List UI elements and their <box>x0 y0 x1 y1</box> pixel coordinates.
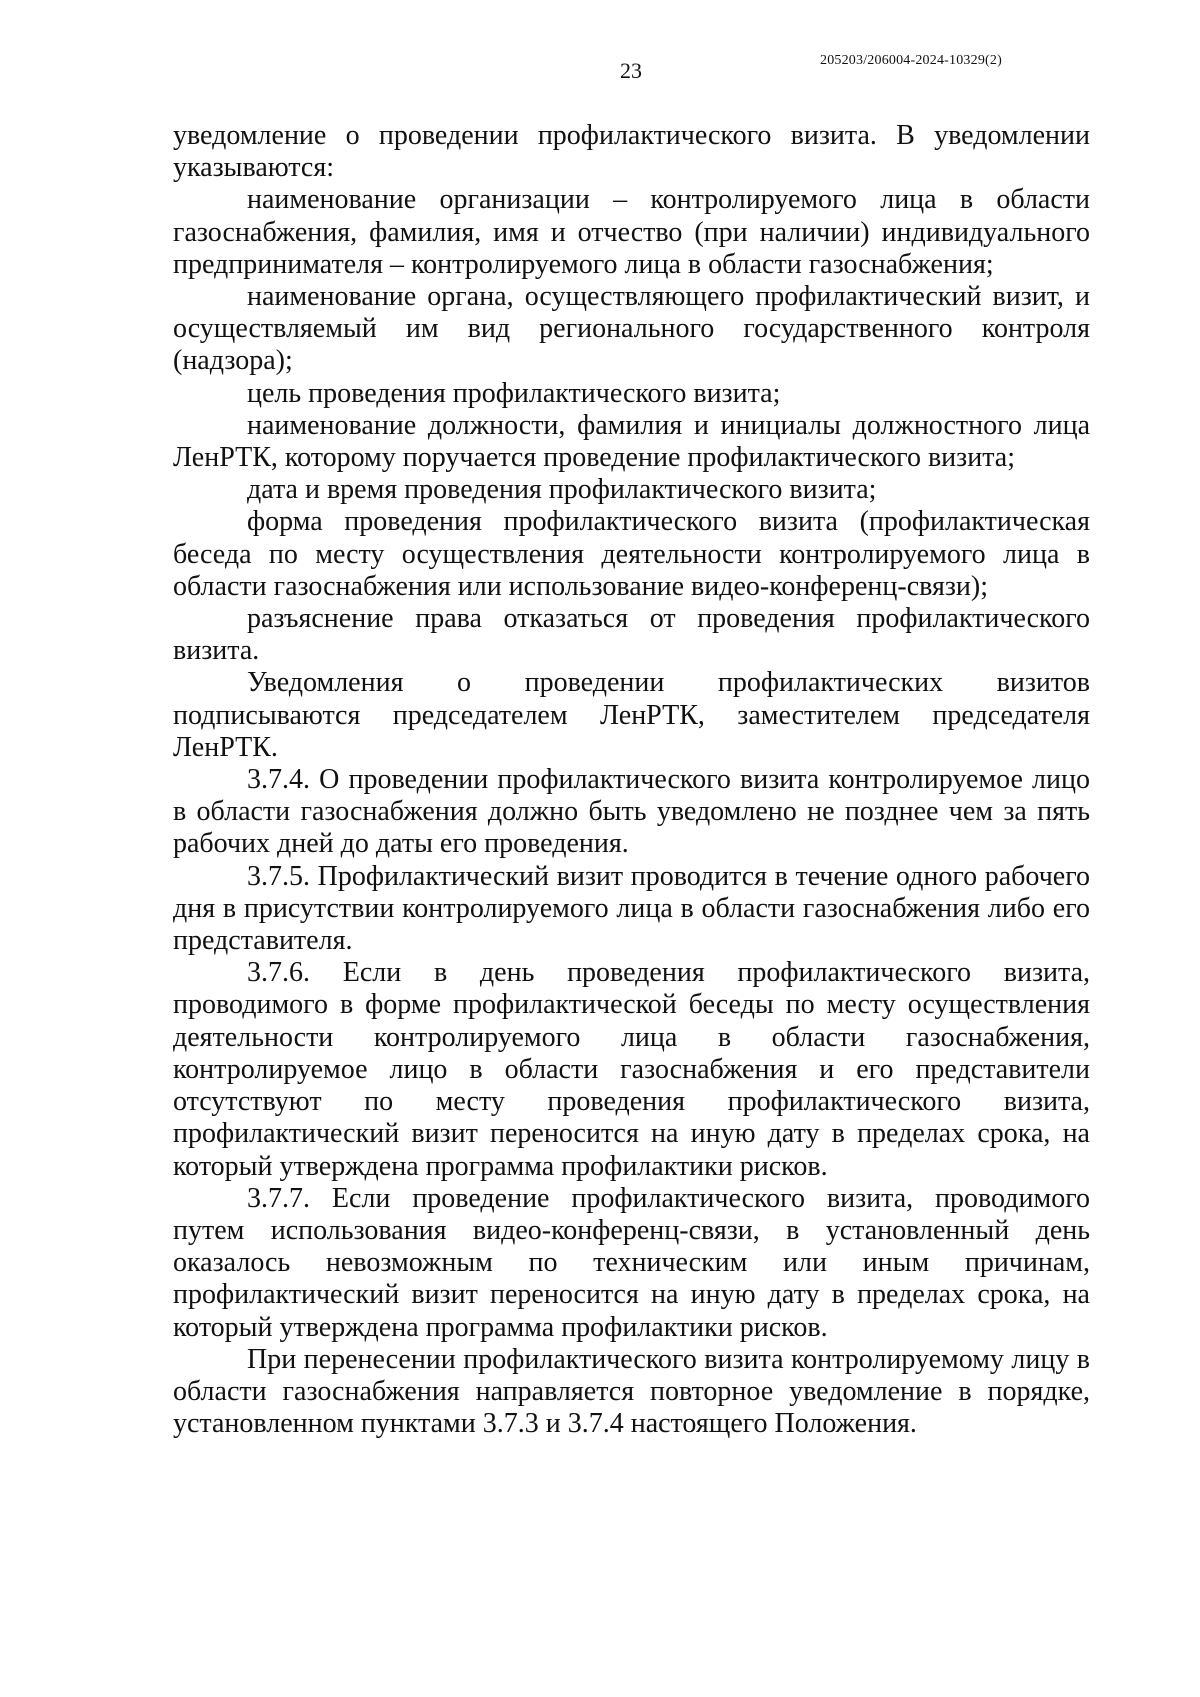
paragraph-right-to-refuse: разъяснение права отказаться от проведения профилактического визита. <box>173 603 1090 667</box>
paragraph-clause-3-7-4: 3.7.4. О проведении профилактического визита контролируемое лицо в области газоснабжения должно быть уведомлено не позднее чем за пять рабочих дней до даты его проведения. <box>173 764 1090 860</box>
document-body <box>173 120 1090 1440</box>
paragraph-official-position: наименование должности, фамилия и инициалы должностного лица ЛенРТК, которому поручается проведение профилактического визита; <box>173 409 1090 474</box>
paragraph-clause-3-7-6: 3.7.6. Если в день проведения профилактического визита, проводимого в форме профилактической беседы по месту осуществления деятельности контролируемого лица в области газоснабжения, контролируемое лицо в области газоснабжения и его представители отсутствуют по месту проведения профилактического визита, профилактический визит переносится на иную дату в пределах срока, на который утверждена программа профилактики рисков. <box>173 957 1090 1182</box>
paragraph-visit-purpose: цель проведения профилактического визита; <box>247 377 781 409</box>
paragraph-rescheduling-notice: При перенесении профилактического визита контролируемому лицу в области газоснабжения направляется повторное уведомление в порядке, установленном пунктами 3.7.3 и 3.7.4 настоящего Положения. <box>173 1343 1090 1440</box>
paragraph-organization-name: наименование организации – контролируемого лица в области газоснабжения, фамилия, имя и отчество (при наличии) индивидуального предпринимателя – контролируемого лица в области газоснабжения; <box>173 184 1090 280</box>
page-number: 23 <box>620 58 642 83</box>
paragraph-authority-name: наименование органа, осуществляющего профилактический визит, и осуществляемый им вид регионального государственного контроля (надзора); <box>173 281 1090 377</box>
paragraph-clause-3-7-7: 3.7.7. Если проведение профилактического визита, проводимого путем использования видео-конференц-связи, в установленный день оказалось невозможным по техническим или иным причинам, профилактический визит переносится на иную дату в пределах срока, на который утверждена программа профилактики рисков. <box>173 1182 1090 1343</box>
paragraph-visit-form: форма проведения профилактического визита (профилактическая беседа по месту осуществления деятельности контролируемого лица в области газоснабжения или использование видео-конференц-связи); <box>173 506 1090 602</box>
paragraph-date-time: дата и время проведения профилактического визита; <box>247 474 877 506</box>
paragraph-notifications-signed: Уведомления о проведении профилактических визитов подписываются председателем ЛенРТК, заместителем председателя ЛенРТК. <box>173 667 1090 763</box>
paragraph-notification-intro: уведомление о проведении профилактического визита. В уведомлении указываются: <box>173 120 1090 184</box>
document-code: 205203/206004-2024-10329(2) <box>820 53 1002 68</box>
paragraph-clause-3-7-5: 3.7.5. Профилактический визит проводится в течение одного рабочего дня в присутствии контролируемого лица в области газоснабжения либо его представителя. <box>173 860 1090 957</box>
